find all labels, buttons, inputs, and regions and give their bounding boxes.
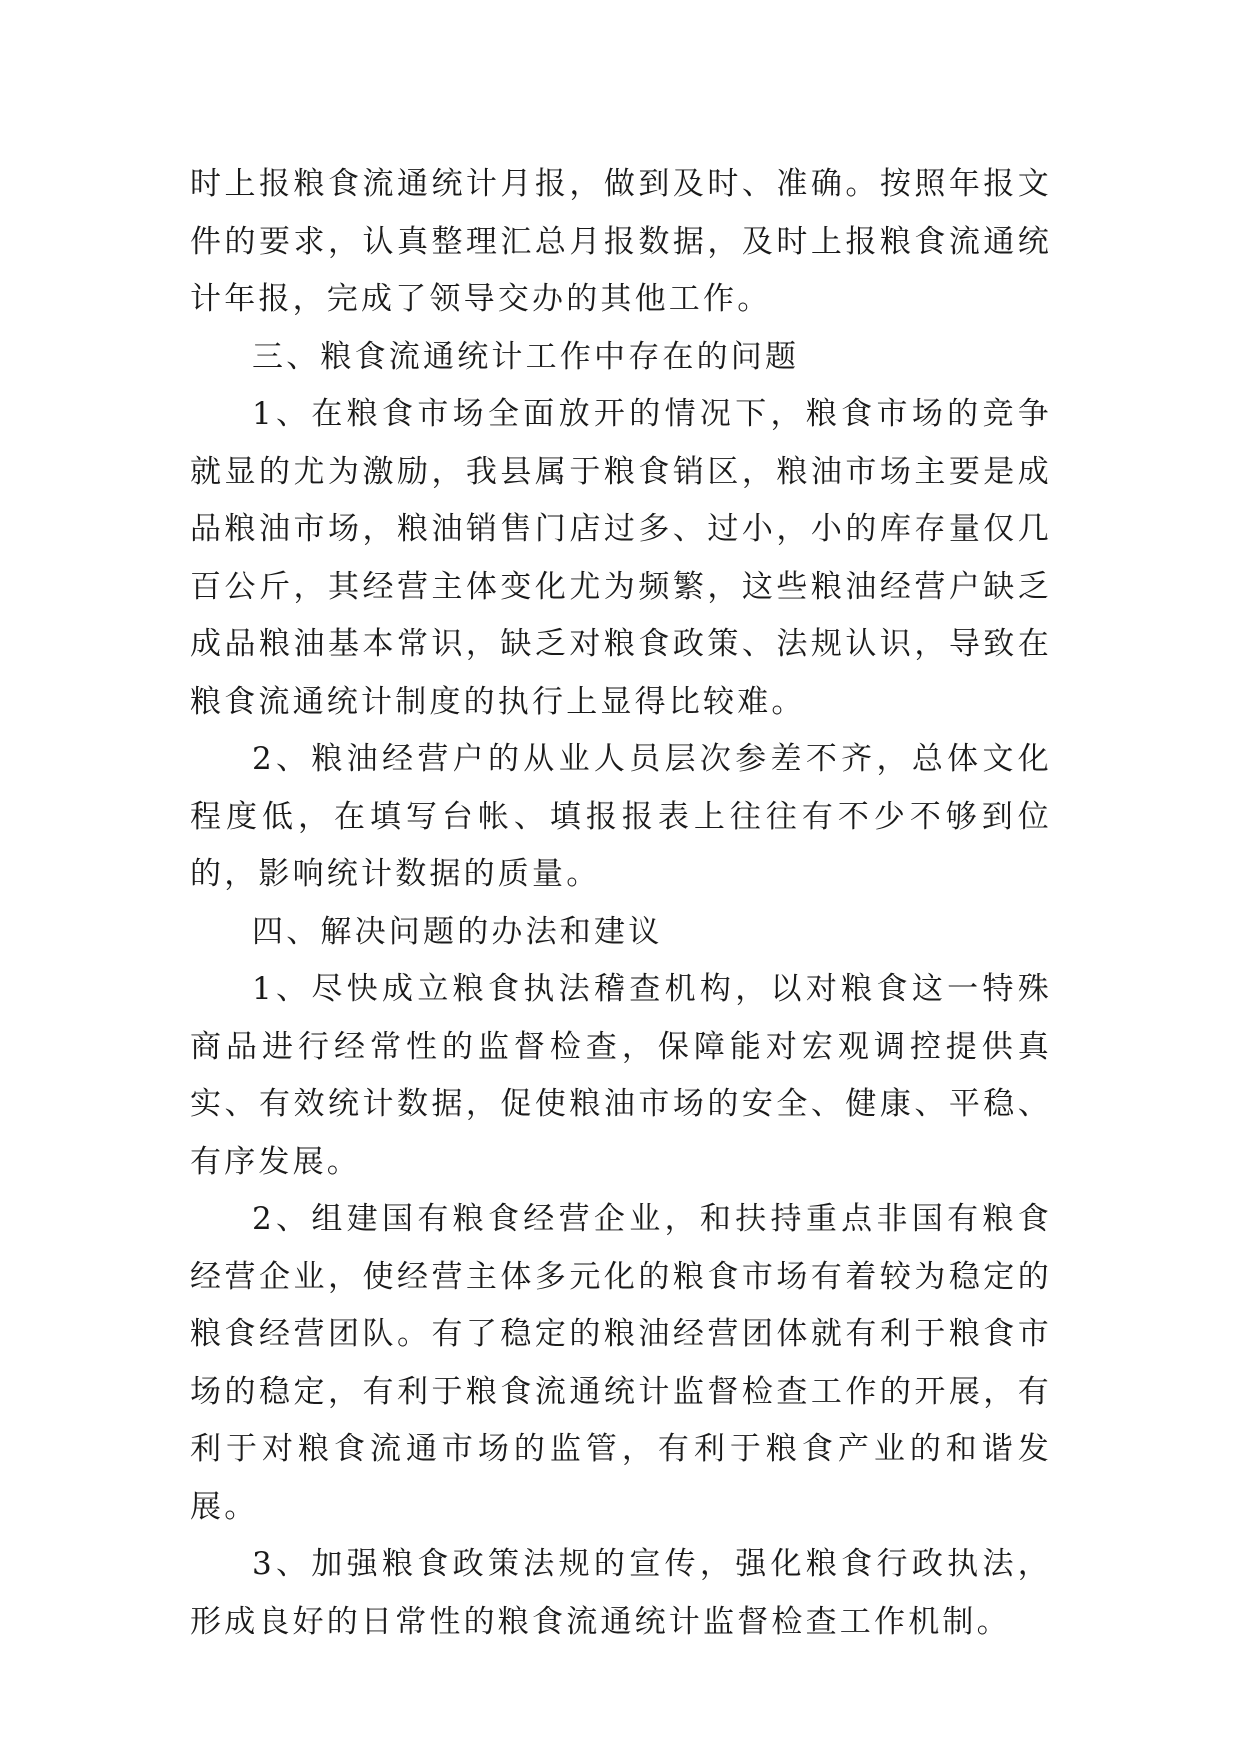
solution-item-3: 3、加强粮食政策法规的宣传，强化粮食行政执法，形成良好的日常性的粮食流通统计监督检查工作机制。 [190,1546,1052,1640]
solution-item-2: 2、组建国有粮食经营企业，和扶持重点非国有粮食经营企业，使经营主体多元化的粮食市场有着较为稳定的粮食经营团队。有了稳定的粮油经营团体就有利于粮食市场的稳定，有利于粮食流通统计监督检查工作的开展，有利于对粮食流通市场的监管，有利于粮食产业的和谐发展。 [190,1201,1052,1525]
solution-item-1: 1、尽快成立粮食执法稽查机构，以对粮食这一特殊商品进行经常性的监督检查，保障能对宏观调控提供真实、有效统计数据，促使粮油市场的安全、健康、平稳、有序发展。 [190,971,1052,1180]
problem-item-1: 1、在粮食市场全面放开的情况下，粮食市场的竞争就显的尤为激励，我县属于粮食销区，粮油市场主要是成品粮油市场，粮油销售门店过多、过小，小的库存量仅几百公斤，其经营主体变化尤为频繁，这些粮油经营户缺乏成品粮油基本常识，缺乏对粮食政策、法规认识，导致在粮食流通统计制度的执行上显得比较难。 [190,396,1052,720]
document-body [190,156,1052,1651]
section-heading-solutions: 四、解决问题的办法和建议 [252,913,663,950]
problem-item-2: 2、粮油经营户的从业人员层次参差不齐，总体文化程度低，在填写台帐、填报报表上往往有不少不够到位的，影响统计数据的质量。 [190,741,1052,892]
section-heading-problems: 三、粮食流通统计工作中存在的问题 [252,338,800,375]
paragraph-continuation: 时上报粮食流通统计月报，做到及时、准确。按照年报文件的要求，认真整理汇总月报数据，及时上报粮食流通统计年报，完成了领导交办的其他工作。 [190,166,1052,317]
